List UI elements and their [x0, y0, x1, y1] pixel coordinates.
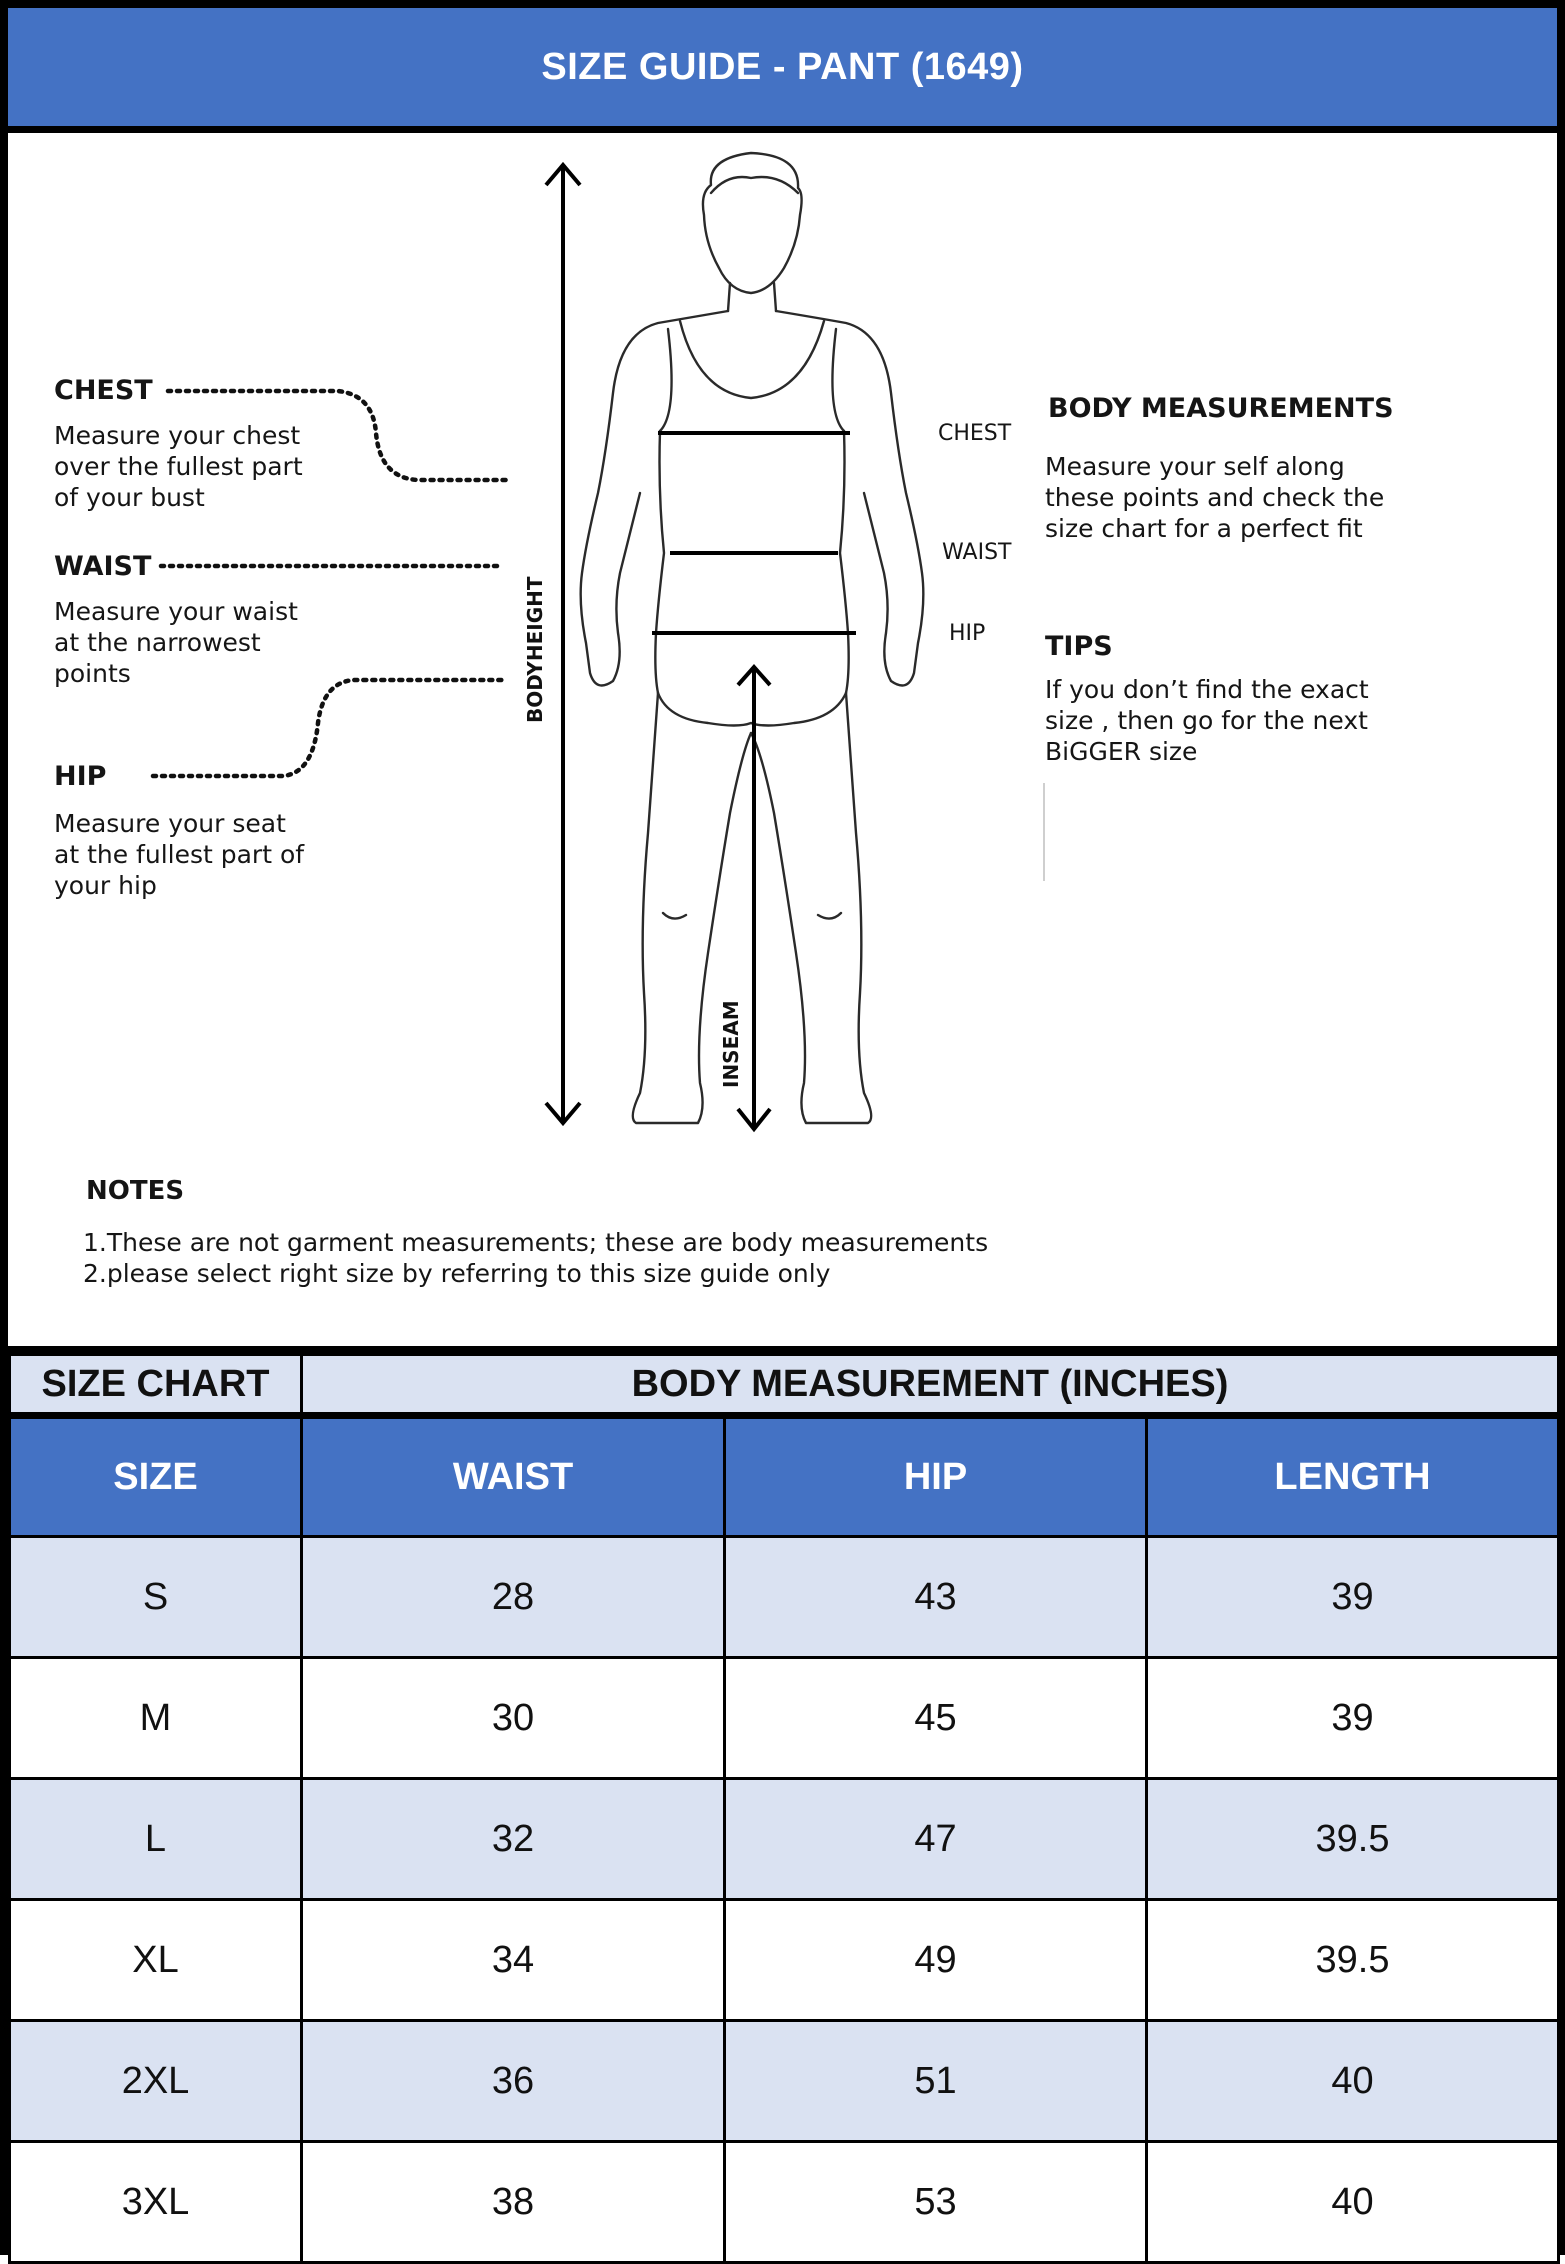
size-cell: M: [10, 1658, 302, 1779]
column-header-hip: HIP: [725, 1416, 1147, 1537]
body-measurement-label: BODY MEASUREMENT (INCHES): [302, 1355, 1559, 1416]
figure-waist-label: WAIST: [942, 540, 1012, 565]
waist-cell: 36: [302, 2021, 725, 2142]
waist-cell: 34: [302, 1900, 725, 2021]
waist-cell: 38: [302, 2142, 725, 2263]
hip-cell: 51: [725, 2021, 1147, 2142]
bodyheight-arrow: [546, 165, 580, 1123]
length-cell: 40: [1147, 2021, 1559, 2142]
column-header-size: SIZE: [10, 1416, 302, 1537]
size-chart-table: [8, 1353, 1560, 2264]
figure-hip-label: HIP: [949, 621, 986, 646]
table-row: [10, 2142, 1559, 2263]
table-row: [10, 2021, 1559, 2142]
body-measurements-heading: BODY MEASUREMENTS: [1048, 393, 1394, 424]
size-cell: L: [10, 1779, 302, 1900]
column-header-waist: WAIST: [302, 1416, 725, 1537]
page-title: SIZE GUIDE - PANT (1649): [541, 45, 1024, 88]
hip-cell: 49: [725, 1900, 1147, 2021]
title-bar: [8, 8, 1557, 133]
length-cell: 39: [1147, 1658, 1559, 1779]
length-cell: 40: [1147, 2142, 1559, 2263]
inseam-label: INSEAM: [719, 1000, 743, 1088]
waist-cell: 28: [302, 1537, 725, 1658]
table-row: [10, 1537, 1559, 1658]
size-cell: 2XL: [10, 2021, 302, 2142]
hip-cell: 45: [725, 1658, 1147, 1779]
hip-cell: 47: [725, 1779, 1147, 1900]
tips-heading: TIPS: [1045, 631, 1113, 662]
length-cell: 39.5: [1147, 1900, 1559, 2021]
waist-label: WAIST: [54, 551, 152, 582]
table-row: [10, 1900, 1559, 2021]
figure-chest-label: CHEST: [938, 421, 1012, 446]
tips-text: If you don’t find the exact size , then go for the next BiGGER size: [1045, 675, 1369, 766]
size-chart-caption-row: [10, 1355, 1559, 1416]
chest-description: Measure your chest over the fullest part of your bust: [54, 421, 303, 512]
waist-cell: 30: [302, 1658, 725, 1779]
hip-description: Measure your seat at the fullest part of your hip: [54, 809, 305, 900]
waist-cell: 32: [302, 1779, 725, 1900]
dotted-leader-lines: [153, 391, 506, 776]
bodyheight-label: BODYHEIGHT: [523, 576, 547, 723]
body-measurements-text: Measure your self along these points and check the size chart for a perfect fit: [1045, 452, 1385, 543]
waist-description: Measure your waist at the narrowest points: [54, 597, 298, 688]
size-cell: XL: [10, 1900, 302, 2021]
hip-cell: 43: [725, 1537, 1147, 1658]
size-cell: 3XL: [10, 2142, 302, 2263]
size-chart: [8, 1346, 1557, 2262]
hip-cell: 53: [725, 2142, 1147, 2263]
chest-label: CHEST: [54, 375, 153, 406]
table-header-row: [10, 1416, 1559, 1537]
note-item: 1.These are not garment measurements; these are body measurements: [83, 1228, 989, 1257]
length-cell: 39: [1147, 1537, 1559, 1658]
measurement-guide: [8, 133, 1557, 1346]
size-cell: S: [10, 1537, 302, 1658]
length-cell: 39.5: [1147, 1779, 1559, 1900]
table-row: [10, 1658, 1559, 1779]
hip-label: HIP: [54, 761, 107, 792]
table-row: [10, 1779, 1559, 1900]
note-item: 2.please select right size by referring to this size guide only: [83, 1259, 831, 1288]
measurement-bands: [652, 433, 856, 633]
column-header-length: LENGTH: [1147, 1416, 1559, 1537]
size-chart-label: SIZE CHART: [10, 1355, 302, 1416]
notes-heading: NOTES: [86, 1176, 185, 1206]
